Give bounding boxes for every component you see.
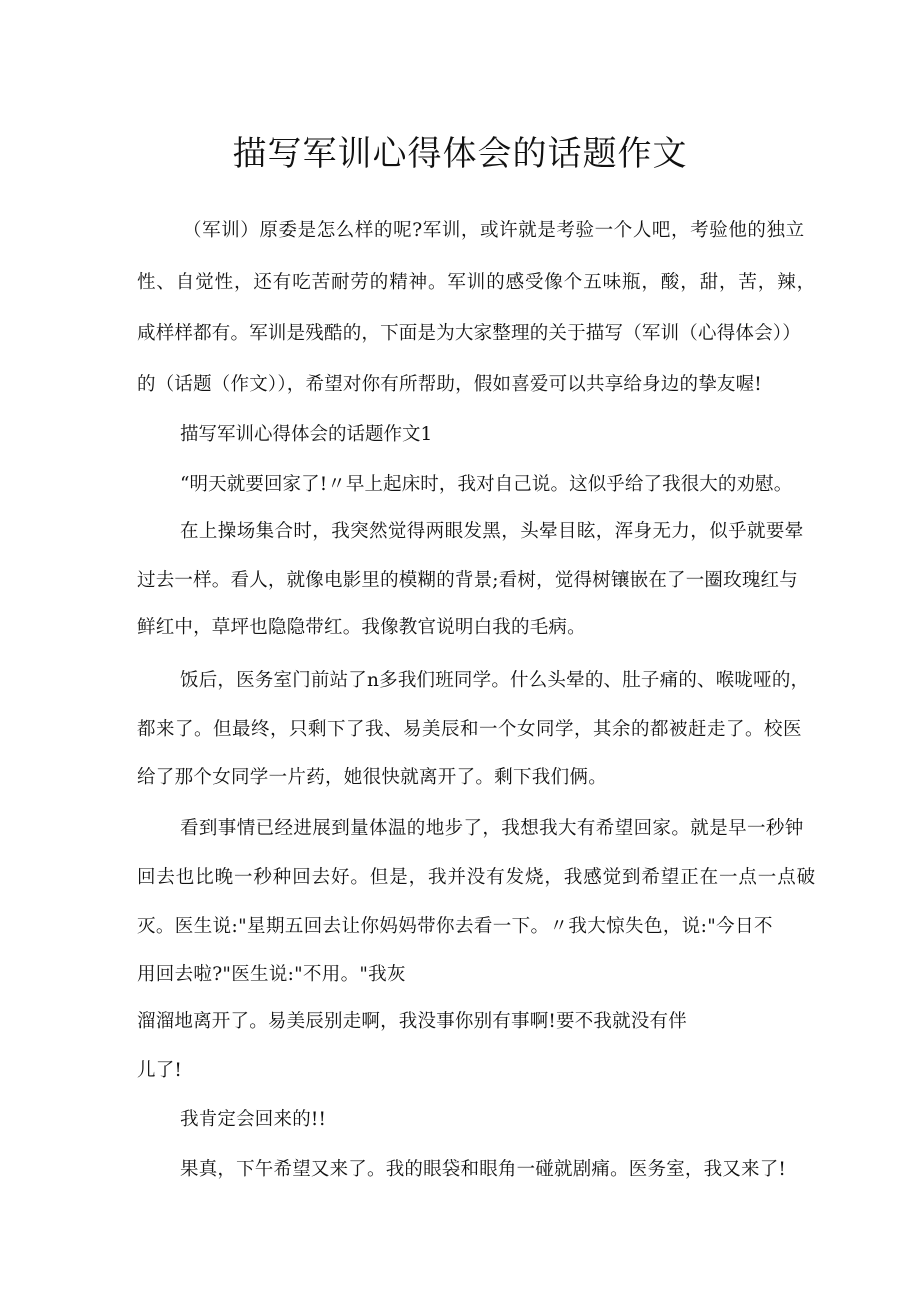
paragraph-line: 在上操场集合时，我突然觉得两眼发黑，头晕目眩，浑身无力，似乎就要晕 [180,521,804,542]
paragraph-line: 用回去啦?"医生说:"不用。"我灰 [137,964,406,985]
paragraph-line: 过去一样。看人，就像电影里的模糊的背景;看树，觉得树镶嵌在了一圈玫瑰红与 [137,570,798,591]
paragraph-line: 我肯定会回来的!! [180,1109,327,1130]
paragraph-line: 儿了! [137,1060,183,1081]
paragraph-line: 看到事情已经进展到量体温的地步了，我想我大有希望回家。就是早一秒钟 [180,818,804,839]
paragraph-line: 咸样样都有。军训是残酷的，下面是为大家整理的关于描写（军训（心得体会）） [137,323,801,344]
paragraph-line: 饭后，医务室门前站了n多我们班同学。什么头晕的、肚子痛的、喉咙哑的， [180,670,810,691]
paragraph-line: 给了那个女同学一片药，她很快就离开了。剩下我们俩。 [137,767,608,788]
paragraph-line: “明天就要回家了!〃早上起床时，我对自己说。这似乎给了我很大的劝慰。 [180,474,793,495]
paragraph-line: 鲜红中，草坪也隐隐带红。我像教官说明白我的毛病。 [137,617,586,638]
paragraph-line: 性、自觉性，还有吃苦耐劳的精神。军训的感受像个五味瓶，酸，甜，苦，辣， [137,272,817,293]
page-title: 描写军训心得体会的话题作文 [232,134,688,174]
paragraph-line: 回去也比晚一秒种回去好。但是，我并没有发烧，我感觉到希望正在一点一点破 [137,867,817,888]
section-heading: 描写军训心得体会的话题作文1 [180,424,433,445]
paragraph-line: 溜溜地离开了。易美辰别走啊，我没事你别有事啊!要不我就没有伴 [137,1011,687,1032]
paragraph-line: 灭。医生说:"星期五回去让你妈妈带你去看一下。〃我大惊失色，说:"今日不 [137,916,773,937]
paragraph-line: 果真，下午希望又来了。我的眼袋和眼角一碰就剧痛。医务室，我又来了! [180,1159,787,1180]
paragraph-line: （军训）原委是怎么样的呢?军训，或许就是考验一个人吧，考验他的独立 [183,220,805,241]
paragraph-line: 都来了。但最终，只剩下了我、易美辰和一个女同学，其余的都被赶走了。校医 [137,719,803,740]
paragraph-line: 的（话题（作文）），希望对你有所帮助，假如喜爱可以共享给身边的挚友喔! [137,374,762,395]
